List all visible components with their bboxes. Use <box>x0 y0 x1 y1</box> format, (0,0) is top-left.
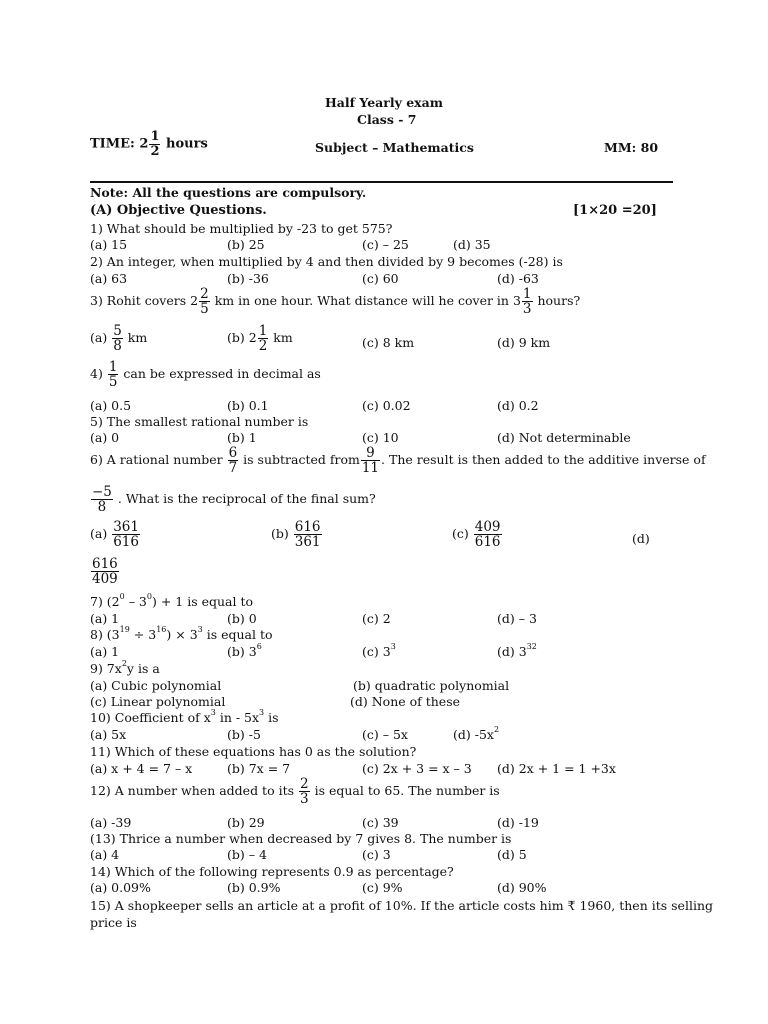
q6-option-d-label: (d) <box>632 531 650 546</box>
q8-option-b: (b) $3^6$ <box>227 642 262 659</box>
q14-option-c: (c) 9% <box>362 880 403 895</box>
q1-option-d: (d) 35 <box>453 237 491 252</box>
q8-option-c: (c) $3^3$ <box>362 642 396 659</box>
header-divider <box>90 181 673 183</box>
q14-option-d: (d) 90% <box>497 880 547 895</box>
question-10: 10) Coefficient of $x^3$ in - $5x^3$ is <box>90 708 279 725</box>
q1-option-c: (c) – 25 <box>362 237 409 252</box>
question-11: 11) Which of these equations has 0 as the solution? <box>90 744 417 759</box>
question-7: 7) $(2^0 - 3^0) + 1$ is equal to <box>90 592 254 609</box>
q5-option-a: (a) 0 <box>90 430 120 445</box>
q10-option-d: (d) $-5x^2$ <box>453 725 500 742</box>
exam-title: Half Yearly exam <box>325 95 443 110</box>
q13-option-c: (c) 3 <box>362 847 391 862</box>
q9-option-c: (c) Linear polynomial <box>90 694 226 709</box>
q3-option-a: (a) $\frac{5}{8}$ km <box>90 323 148 355</box>
q4-option-d: (d) 0.2 <box>497 398 539 413</box>
question-9: 9) $7x^2y$ is a <box>90 659 160 676</box>
q4-option-b: (b) 0.1 <box>227 398 269 413</box>
time-whole: 2 <box>139 136 149 152</box>
note-text: Note: All the questions are compulsory. <box>90 185 367 200</box>
max-marks: MM: 80 <box>604 140 659 155</box>
q10-option-c: (c) – 5x <box>362 727 408 742</box>
q14-option-a: (a) 0.09% <box>90 880 151 895</box>
time-field <box>90 130 208 158</box>
q13-option-b: (b) – 4 <box>227 847 267 862</box>
q9-option-b: (b) quadratic polynomial <box>353 678 510 693</box>
question-15: 15) A shopkeeper sells an article at a profit of 10%. If the article costs him ₹ 1960, then its selling <box>90 898 713 913</box>
section-marks: [1×20 =20] <box>573 203 657 218</box>
q1-option-b: (b) 25 <box>227 237 265 252</box>
question-4: 4) $\frac{1}{5}$ can be expressed in decimal as <box>90 359 321 391</box>
q6-option-d-value: $\frac{616}{409}$ <box>92 556 118 588</box>
q11-option-c: (c) 2x + 3 = x – 3 <box>362 761 472 776</box>
class-label: Class - 7 <box>357 112 417 127</box>
q6-option-a: (a) $\frac{361}{616}$ <box>90 519 139 551</box>
time-label: TIME: <box>90 136 135 152</box>
q7-option-b: (b) 0 <box>227 611 257 626</box>
question-3: 3) Rohit covers 2 $\frac{2}{5}$ km in one hour. What distance will he cover in 3 $\frac{1}{3}$ hours? <box>90 286 581 318</box>
q7-option-c: (c) 2 <box>362 611 391 626</box>
q5-option-b: (b) 1 <box>227 430 257 445</box>
q3-option-c: (c) 8 km <box>362 335 415 350</box>
q10-option-a: (a) 5x <box>90 727 127 742</box>
q2-option-c: (c) 60 <box>362 271 399 286</box>
q4-option-a: (a) 0.5 <box>90 398 132 413</box>
question-6-cont: $\frac{-5}{8}$ . What is the reciprocal of the final sum? <box>92 484 376 516</box>
q8-option-d: (d) $3^{32}$ <box>497 642 537 659</box>
q12-option-b: (b) 29 <box>227 815 265 830</box>
q2-option-d: (d) -63 <box>497 271 539 286</box>
q7-option-a: (a) 1 <box>90 611 120 626</box>
question-6: 6) A rational number $\frac{6}{7}$ is subtracted from $\frac{9}{11}$ . The result is then added to the additive inverse of <box>90 445 706 477</box>
question-15-cont: price is <box>90 915 137 930</box>
q6-option-b: (b) $\frac{616}{361}$ <box>271 519 321 551</box>
q3-option-b: (b) 2 $\frac{1}{2}$ km <box>227 323 293 355</box>
q12-option-d: (d) -19 <box>497 815 539 830</box>
q14-option-b: (b) 0.9% <box>227 880 281 895</box>
q2-option-b: (b) -36 <box>227 271 269 286</box>
question-1: 1) What should be multiplied by -23 to get 575? <box>90 221 393 236</box>
q7-option-d: (d) – 3 <box>497 611 537 626</box>
q5-option-c: (c) 10 <box>362 430 399 445</box>
q3-option-d: (d) 9 km <box>497 335 551 350</box>
q11-option-d: (d) 2x + 1 = 1 +3x <box>497 761 616 776</box>
q13-option-a: (a) 4 <box>90 847 120 862</box>
question-2: 2) An integer, when multiplied by 4 and then divided by 9 becomes (-28) is <box>90 254 563 269</box>
question-13: (13) Thrice a number when decreased by 7 gives 8. The number is <box>90 831 512 846</box>
time-unit: hours <box>166 136 208 152</box>
q2-option-a: (a) 63 <box>90 271 128 286</box>
question-5: 5) The smallest rational number is <box>90 414 309 429</box>
q5-option-d: (d) Not determinable <box>497 430 631 445</box>
q12-option-c: (c) 39 <box>362 815 399 830</box>
question-12: 12) A number when added to its $\frac{2}{3}$ is equal to 65. The number is <box>90 776 500 808</box>
q13-option-d: (d) 5 <box>497 847 527 862</box>
q4-option-c: (c) 0.02 <box>362 398 411 413</box>
q10-option-b: (b) -5 <box>227 727 261 742</box>
time-fraction: $\frac{1}{2}$ <box>150 129 160 159</box>
q8-option-a: (a) 1 <box>90 644 120 659</box>
q1-option-a: (a) 15 <box>90 237 128 252</box>
q9-option-d: (d) None of these <box>350 694 461 709</box>
q12-option-a: (a) -39 <box>90 815 132 830</box>
question-8: 8) $(3^{19} \div 3^{16}) \times 3^3$ is equal to <box>90 625 273 642</box>
q6-option-c: (c) $\frac{409}{616}$ <box>452 519 501 551</box>
q9-option-a: (a) Cubic polynomial <box>90 678 222 693</box>
subject-label: Subject – Mathematics <box>315 140 474 155</box>
q11-option-b: (b) 7x = 7 <box>227 761 291 776</box>
q11-option-a: (a) x + 4 = 7 – x <box>90 761 193 776</box>
question-14: 14) Which of the following represents 0.9 as percentage? <box>90 864 454 879</box>
section-title: (A) Objective Questions. <box>90 203 267 218</box>
